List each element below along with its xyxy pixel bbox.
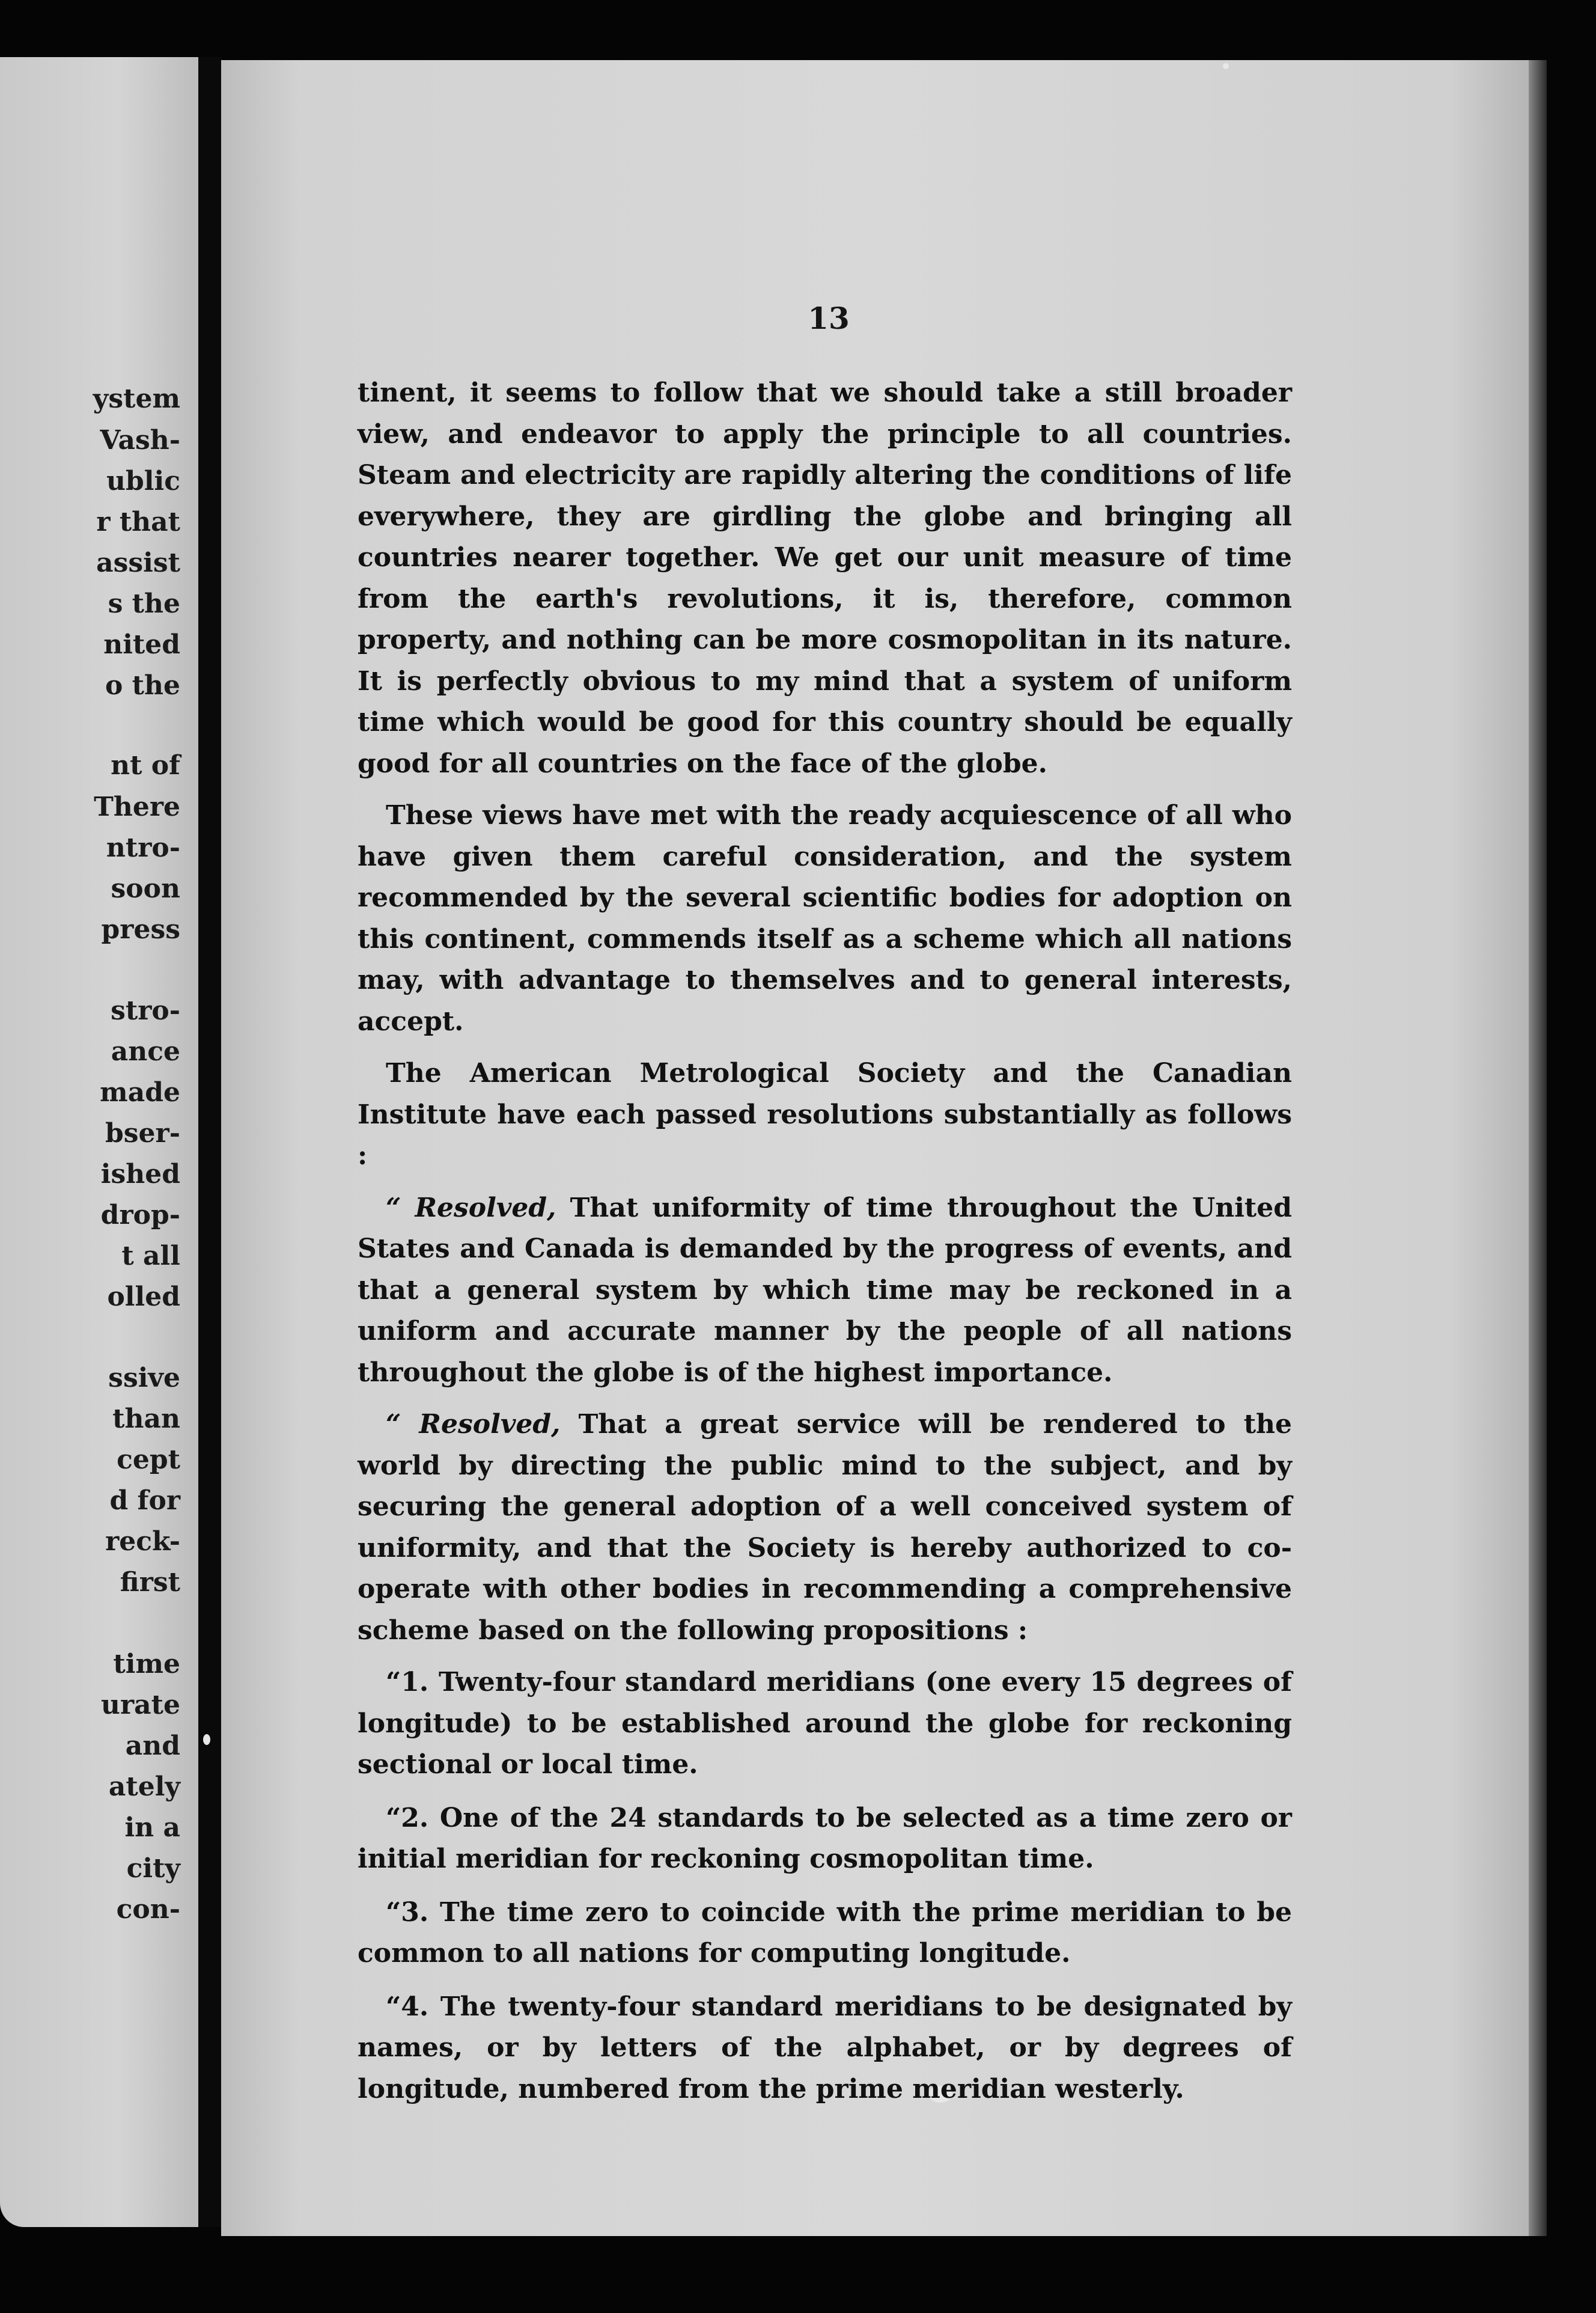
left-page-fragment: ately	[108, 1771, 180, 1802]
left-page-fragment: city	[126, 1853, 180, 1884]
left-page-fragment: olled	[107, 1282, 180, 1312]
scan-speck	[203, 1734, 210, 1745]
previous-page-strip	[0, 57, 198, 2227]
resolution-text: That uniformity of time throughout the United States and Canada is demanded by the progress of events, and that a general system by which time may be reckoned in a uniform and accurate manner by the people of all nations throughout the globe is of the highest importance.	[358, 1192, 1292, 1388]
left-page-fragment: press	[101, 914, 180, 945]
left-page-fragment: There	[94, 792, 180, 822]
paragraph: These views have met with the ready acquiescence of all who have given them careful consideration, and the system recommended by the several scientific bodies for adoption on this continent, commends itself as a scheme which all nations may, with advantage to themselves and to general interests, accept.	[358, 800, 1292, 1037]
left-page-fragment: stro-	[111, 995, 180, 1026]
left-page-fragment: ished	[100, 1159, 180, 1190]
paragraph: tinent, it seems to follow that we should take a still broader view, and endeavor to apply the principle to all countries. Steam and electricity are rapidly altering the conditions of life everywhere, they are girdling the globe and bringing all countries nearer together. We get our unit measure of time from the earth's revolutions, it is, therefore, common property, and nothing can be more cosmopolitan in its nature. It is perfectly obvious to my mind that a system of uniform time which would be good for this country should be equally good for all countries on the face of the globe.	[358, 377, 1292, 779]
proposition-item: “2. One of the 24 standards to be selected as a time zero or initial meridian for reckoning cosmopolitan time.	[358, 1802, 1292, 1874]
left-page-fragment: ublic	[106, 466, 180, 497]
left-page-fragment: Vash-	[100, 425, 180, 456]
resolved-lead: “ Resolved,	[386, 1192, 556, 1223]
left-page-fragment: con-	[116, 1894, 180, 1925]
left-page-fragment: made	[100, 1077, 180, 1108]
resolution-text: That a great service will be rendered to the world by directing the public mind to the subject, and by securing the general adoption of a well conceived system of uniformity, and that the Society is hereby authorized to co-operate with other bodies in recommending a comprehensive scheme based on the following propositions :	[358, 1409, 1292, 1646]
left-page-fragment: nt of	[111, 750, 180, 781]
left-page-fragment: in a	[124, 1812, 180, 1843]
proposition-item: “1. Twenty-four standard meridians (one every 15 degrees of longitude) to be established around the globe for reckoning sectional or local time.	[358, 1667, 1292, 1780]
resolved-lead: “ Resolved,	[386, 1409, 561, 1440]
page-edge	[1529, 60, 1547, 2236]
left-page-fragment: soon	[111, 873, 180, 904]
left-page-fragment: reck-	[105, 1526, 180, 1557]
left-page-fragment: s the	[108, 588, 180, 619]
page-body	[358, 373, 1292, 2122]
resolution-paragraph	[358, 1404, 1292, 1651]
left-page-fragment: ntro-	[106, 833, 180, 863]
left-page-fragment: ance	[111, 1036, 180, 1067]
scan-speck	[1223, 63, 1229, 69]
left-page-fragment: time	[113, 1649, 180, 1679]
left-page-fragment: first	[120, 1567, 180, 1598]
proposition-item: “3. The time zero to coincide with the prime meridian to be common to all nations for computing longitude.	[358, 1896, 1292, 1969]
left-page-fragment: than	[112, 1404, 180, 1434]
left-page-fragment: t all	[121, 1241, 180, 1271]
left-page-fragment: urate	[101, 1690, 180, 1720]
left-page-fragment: bser-	[105, 1118, 180, 1149]
proposition-item: “4. The twenty-four standard meridians to be designated by names, or by letters of the alphabet, or by degrees of longitude, numbered from the prime meridian westerly.	[358, 1991, 1292, 2104]
left-page-fragment: and	[125, 1731, 180, 1761]
left-page-fragment: assist	[96, 548, 180, 578]
book-gutter	[198, 57, 222, 2227]
left-page-fragment: r that	[96, 507, 180, 537]
left-page-fragment: ssive	[108, 1363, 180, 1393]
left-page-fragment: drop-	[100, 1200, 180, 1230]
left-page-fragment: o the	[105, 670, 180, 701]
page-number: 13	[808, 301, 850, 336]
paragraph: The American Metrological Society and the Canadian Institute have each passed resolutions substantially as follows :	[358, 1058, 1292, 1171]
left-page-fragment: nited	[103, 629, 180, 660]
left-page-fragment: d for	[109, 1485, 180, 1516]
left-page-fragment: ystem	[93, 383, 180, 414]
resolution-paragraph	[358, 1188, 1292, 1394]
left-page-fragment: cept	[117, 1444, 180, 1475]
